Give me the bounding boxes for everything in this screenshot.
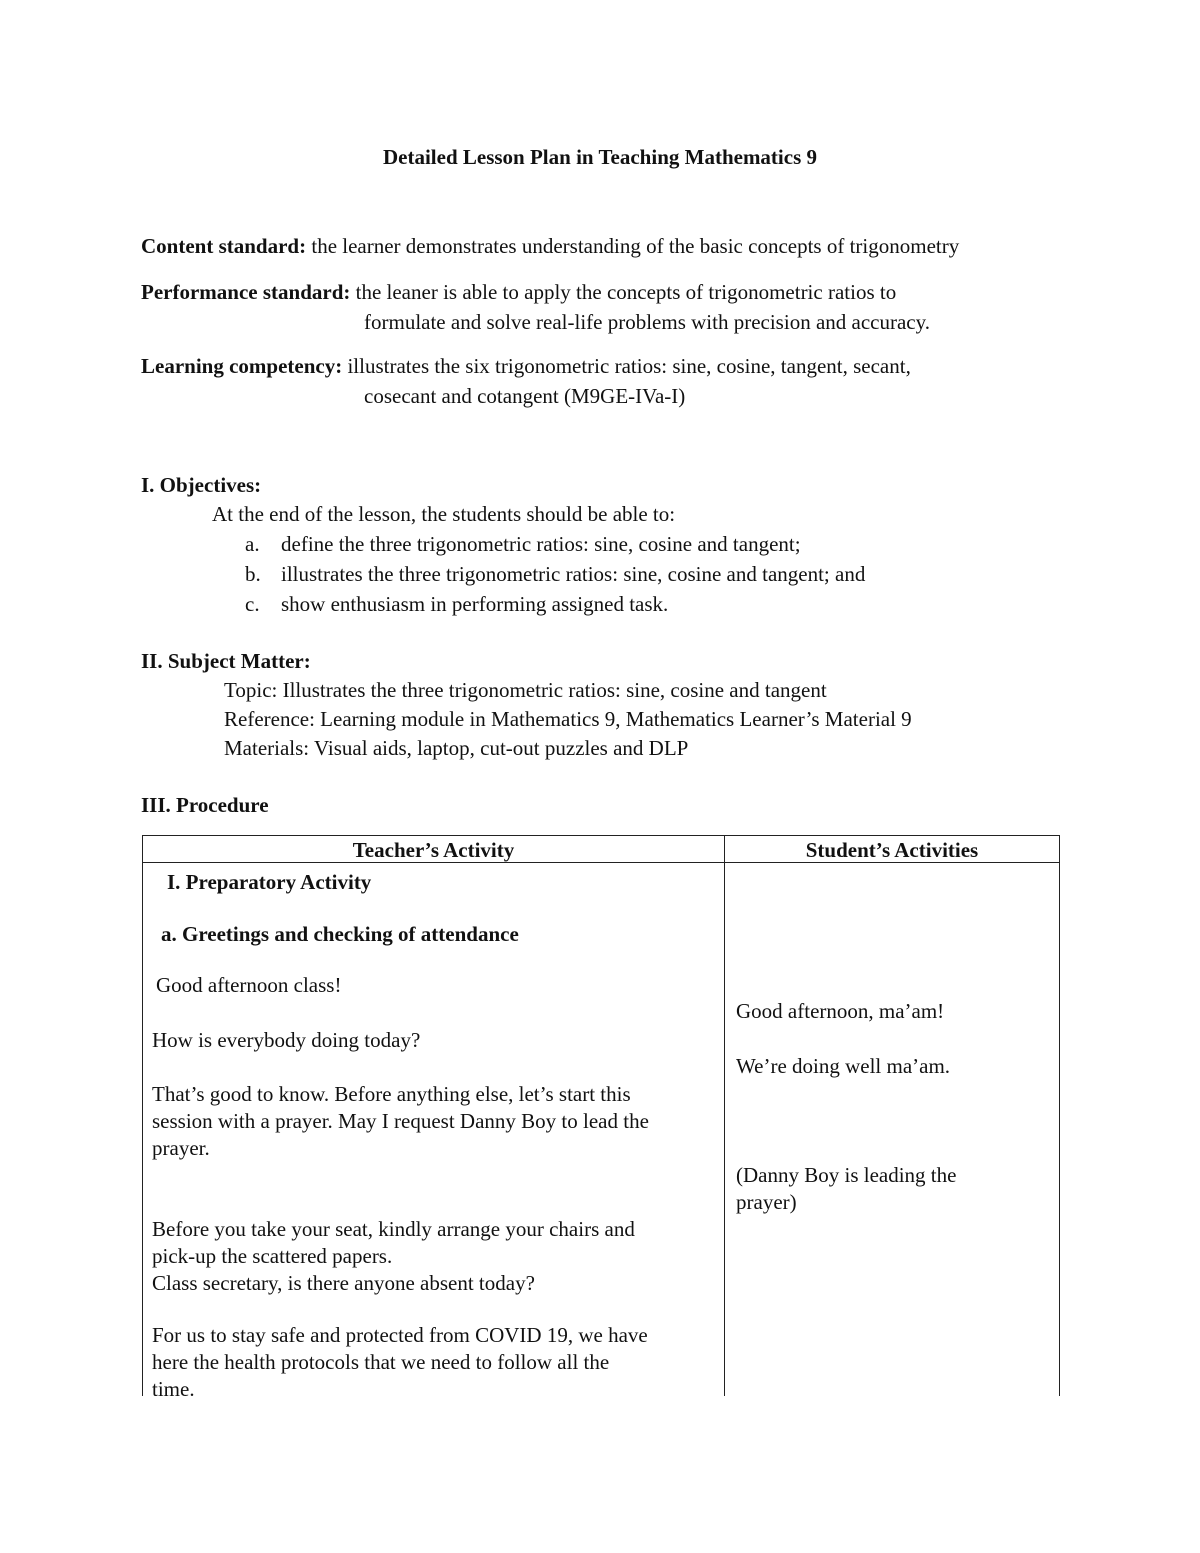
performance-standard-label: Performance standard: (141, 280, 351, 304)
objective-marker-c: c. (245, 592, 260, 616)
performance-standard-continuation: formulate and solve real-life problems with precision and accuracy. (364, 310, 930, 334)
subject-materials: Materials: Visual aids, laptop, cut-out puzzles and DLP (224, 736, 689, 760)
teacher-line: here the health protocols that we need to follow all the (152, 1350, 610, 1374)
teacher-line: How is everybody doing today? (152, 1028, 421, 1052)
teacher-line: For us to stay safe and protected from COVID 19, we have (152, 1323, 648, 1347)
student-line: (Danny Boy is leading the (736, 1163, 957, 1187)
student-line: Good afternoon, ma’am! (736, 999, 945, 1023)
teacher-line: That’s good to know. Before anything else, let’s start this (152, 1082, 631, 1106)
table-row (143, 863, 1060, 1397)
procedure-heading: III. Procedure (141, 793, 269, 817)
teacher-activity-header: Teacher’s Activity (143, 836, 725, 863)
objective-marker-b: b. (245, 562, 261, 586)
performance-standard (141, 278, 896, 306)
learning-competency-continuation: cosecant and cotangent (M9GE-IVa-I) (364, 384, 686, 408)
teacher-line: time. (152, 1377, 195, 1401)
student-line: We’re doing well ma’am. (736, 1054, 951, 1078)
objective-item-a: define the three trigonometric ratios: sine, cosine and tangent; (281, 532, 801, 556)
subject-topic: Topic: Illustrates the three trigonometric ratios: sine, cosine and tangent (224, 678, 827, 702)
subject-matter-heading: II. Subject Matter: (141, 649, 311, 673)
procedure-table-header (143, 836, 1060, 863)
objectives-heading: I. Objectives: (141, 473, 262, 497)
teacher-activity-cell (143, 863, 725, 1401)
student-activities-header: Student’s Activities (725, 836, 1060, 863)
teacher-line: prayer. (152, 1136, 210, 1160)
teacher-line: Class secretary, is there anyone absent today? (152, 1271, 535, 1295)
content-standard-text: the learner demonstrates understanding of the basic concepts of trigonometry (306, 234, 960, 258)
student-line: prayer) (736, 1190, 797, 1214)
performance-standard-text: the leaner is able to apply the concepts of trigonometric ratios to (350, 280, 897, 304)
learning-competency-label: Learning competency: (141, 354, 343, 378)
teacher-line: pick-up the scattered papers. (152, 1244, 393, 1268)
objective-marker-a: a. (245, 532, 260, 556)
teacher-line: Good afternoon class! (156, 973, 342, 997)
subject-reference: Reference: Learning module in Mathematics 9, Mathematics Learner’s Material 9 (224, 707, 912, 731)
learning-competency-text: illustrates the six trigonometric ratios: sine, cosine, tangent, secant, (342, 354, 911, 378)
teacher-line: Before you take your seat, kindly arrange your chairs and (152, 1217, 635, 1241)
student-activities-cell (725, 863, 1060, 1397)
learning-competency (141, 352, 911, 380)
content-standard-label: Content standard: (141, 234, 307, 258)
procedure-table (142, 835, 1060, 1401)
page-title: Detailed Lesson Plan in Teaching Mathematics 9 (382, 145, 818, 169)
content-standard (141, 232, 959, 260)
greetings-heading: a. Greetings and checking of attendance (161, 922, 519, 946)
teacher-line: session with a prayer. May I request Danny Boy to lead the (152, 1109, 649, 1133)
objective-item-b: illustrates the three trigonometric ratios: sine, cosine and tangent; and (281, 562, 866, 586)
objective-item-c: show enthusiasm in performing assigned task. (281, 592, 669, 616)
preparatory-activity-heading: I. Preparatory Activity (167, 870, 372, 894)
objectives-intro: At the end of the lesson, the students should be able to: (212, 502, 676, 526)
